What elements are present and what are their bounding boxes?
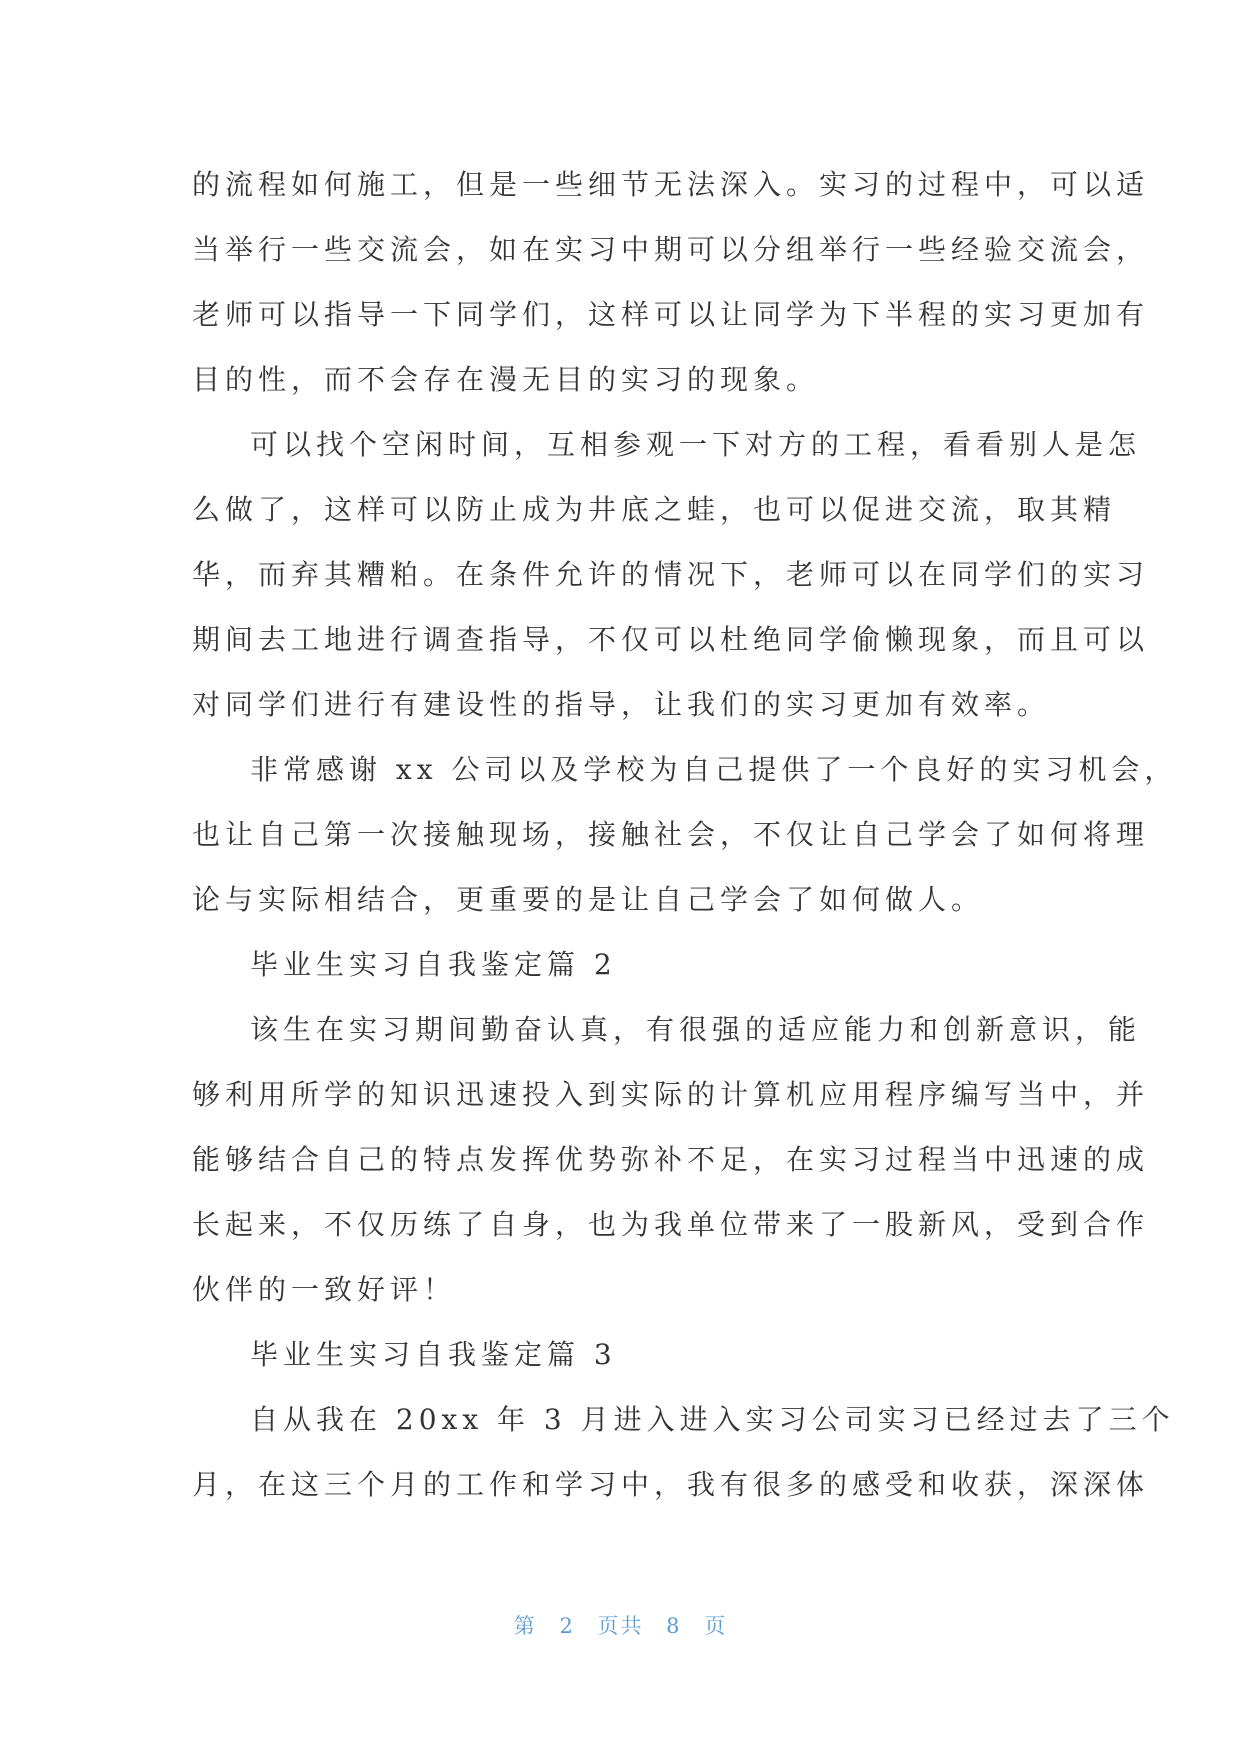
text-line: 可以找个空闲时间，互相参观一下对方的工程，看看别人是怎 [250,428,1142,461]
text-line: 长起来，不仅历练了自身，也为我单位带来了一股新风，受到合作 [192,1208,1150,1241]
text-line: 毕业生实习自我鉴定篇 3 [250,1338,617,1371]
text-line: 么做了，这样可以防止成为井底之蛙，也可以促进交流，取其精 [192,493,1117,526]
text-line: 华，而弃其糟粕。在条件允许的情况下，老师可以在同学们的实习 [192,558,1150,591]
text-line: 月，在这三个月的工作和学习中，我有很多的感受和收获，深深体 [192,1468,1150,1501]
text-line: 伙伴的一致好评！ [192,1273,457,1306]
text-line: 期间去工地进行调查指导，不仅可以杜绝同学偷懒现象，而且可以 [192,623,1150,656]
document-body [192,152,1178,1517]
text-line: 能够结合自己的特点发挥优势弥补不足，在实习过程当中迅速的成 [192,1143,1150,1176]
text-line: 非常感谢 xx 公司以及学校为自己提供了一个良好的实习机会， [250,753,1178,786]
text-line: 自从我在 20xx 年 3 月进入进入实习公司实习已经过去了三个 [250,1403,1175,1436]
text-line: 目的性，而不会存在漫无目的实习的现象。 [192,363,820,396]
text-line: 也让自己第一次接触现场，接触社会，不仅让自己学会了如何将理 [192,818,1150,851]
text-line: 对同学们进行有建设性的指导，让我们的实习更加有效率。 [192,688,1051,721]
text-line: 当举行一些交流会，如在实习中期可以分组举行一些经验交流会， [192,233,1150,266]
page-number-footer: 第 2 页共 8 页 [513,1614,728,1638]
text-line: 够利用所学的知识迅速投入到实际的计算机应用程序编写当中，并 [192,1078,1150,1111]
text-line: 该生在实习期间勤奋认真，有很强的适应能力和创新意识，能 [250,1013,1142,1046]
text-line: 毕业生实习自我鉴定篇 2 [250,948,617,981]
text-line: 老师可以指导一下同学们，这样可以让同学为下半程的实习更加有 [192,298,1150,331]
text-line: 论与实际相结合，更重要的是让自己学会了如何做人。 [192,883,985,916]
text-line: 的流程如何施工，但是一些细节无法深入。实习的过程中，可以适 [192,168,1150,201]
